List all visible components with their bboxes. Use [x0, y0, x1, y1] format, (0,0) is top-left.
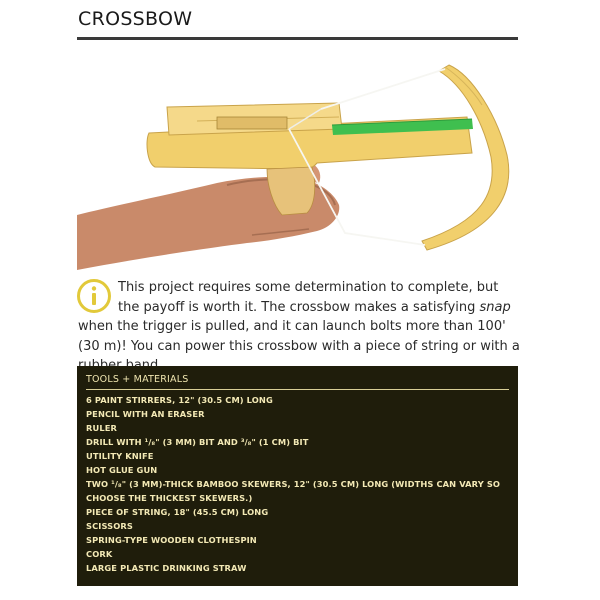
- crossbow-photo: [77, 45, 518, 270]
- tools-list: [86, 393, 511, 575]
- intro-text-end: when the trigger is pulled, and it can launch bolts more than 100' (30 m)! You can power this crossbow with a piece of string or with a: [78, 319, 520, 354]
- tools-materials-box: [77, 366, 518, 586]
- bow: [422, 65, 509, 250]
- list-item: HOT GLUE GUN: [86, 465, 158, 475]
- tools-header: TOOLS + MATERIALS: [86, 374, 189, 385]
- list-item: RULER: [86, 423, 117, 433]
- list-item: PENCIL WITH AN ERASER: [86, 409, 205, 419]
- list-item: 6 PAINT STIRRERS, 12" (30.5 CM) LONG: [86, 395, 273, 405]
- title-divider: [77, 37, 518, 40]
- page-title: CROSSBOW: [78, 8, 193, 30]
- intro-paragraph: [78, 278, 520, 376]
- intro-emphasis: snap: [479, 299, 511, 315]
- list-item: TWO ¹/₈" (3 MM)-THICK BAMBOO SKEWERS, 12" (30.5 CM) LONG (WIDTHS CAN VARY SO CHOOSE THE THICKEST SKEWERS.): [86, 479, 501, 503]
- list-item: PIECE OF STRING, 18" (45.5 CM) LONG: [86, 507, 269, 517]
- list-item: SPRING-TYPE WOODEN CLOTHESPIN: [86, 535, 257, 545]
- list-item: UTILITY KNIFE: [86, 451, 154, 461]
- list-item: CORK: [86, 549, 113, 559]
- tools-divider: [86, 389, 509, 390]
- list-item: DRILL WITH ¹/₈" (3 MM) BIT AND ³/₈" (1 CM) BIT: [86, 437, 309, 447]
- intro-text-start: This project requires some determination to complete, but the payoff is worth it. The crossbow makes a satisfying: [118, 280, 499, 315]
- list-item: SCISSORS: [86, 521, 133, 531]
- list-item: LARGE PLASTIC DRINKING STRAW: [86, 563, 247, 573]
